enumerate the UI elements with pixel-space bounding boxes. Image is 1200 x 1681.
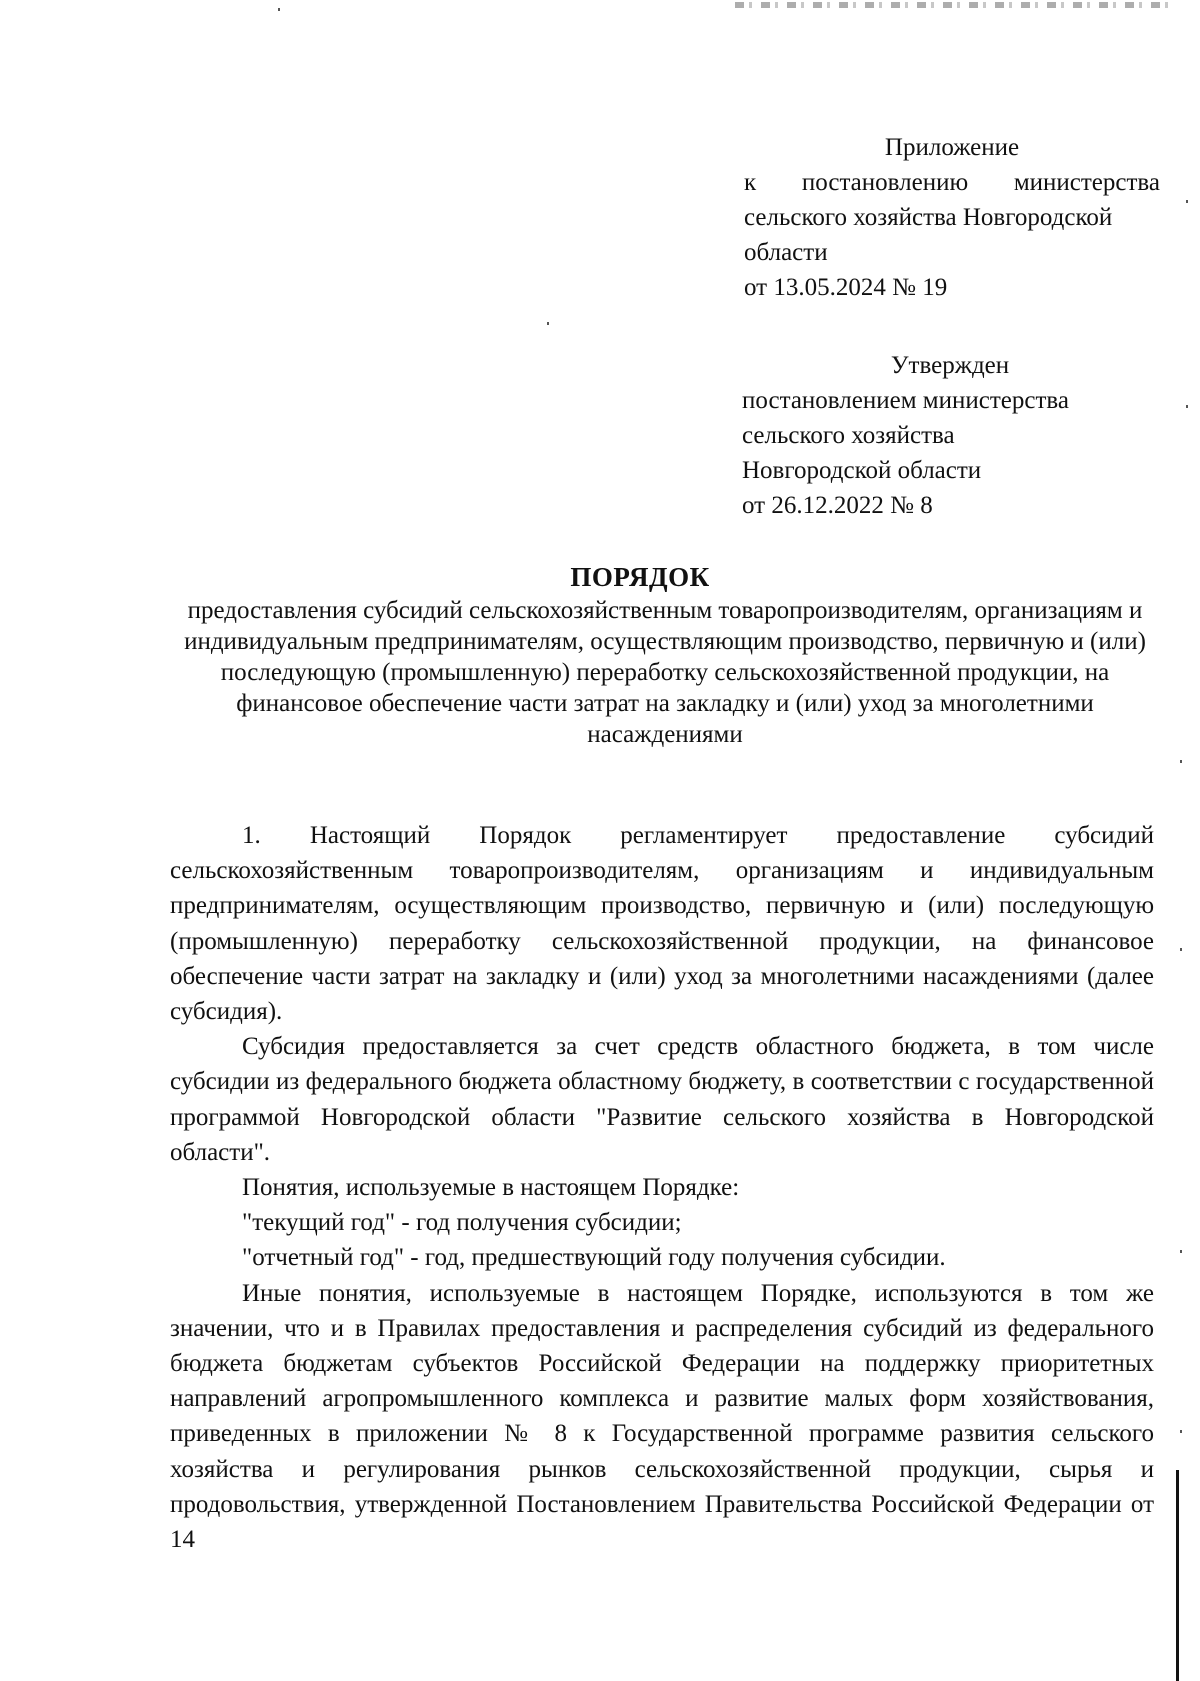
- scan-speck: [1180, 760, 1182, 763]
- scan-speck: [1186, 200, 1188, 203]
- appendix-date: от 13.05.2024 № 19: [744, 274, 948, 301]
- paragraph: Понятия, используемые в настоящем Порядке:: [242, 1174, 740, 1202]
- paragraph: 1. Настоящий Порядок регламентирует предоставление субсидий сельскохозяйственным товаропроизводителям, организациям и индивидуальным предпринимателям, осуществляющим производство, первичную и (или) последующую (промышленную) переработку сельскохозяйственной продукции, на финансовое обеспечение части затрат на закладку и (или) уход за многолетними насаждениями (далее субсидия).: [170, 822, 1154, 1026]
- approval-date: от 26.12.2022 № 8: [742, 492, 933, 519]
- paragraph: Субсидия предоставляется за счет средств областного бюджета, в том числе субсидии из федерального бюджета областному бюджету, в соответствии с государственной программой Новгородской области "Развитие сельского хозяйства в Новгородской области".: [170, 1033, 1154, 1166]
- approval-title: Утвержден: [890, 352, 1010, 379]
- scan-artifact-top: [735, 2, 1175, 8]
- appendix-title: Приложение: [884, 134, 1020, 161]
- approval-line: постановлением министерства: [742, 387, 1069, 414]
- appendix-line: к постановлению министерства: [744, 169, 1160, 196]
- approval-header: [742, 348, 1158, 523]
- appendix-header: [744, 130, 1160, 305]
- document-title: ПОРЯДОК: [570, 562, 710, 592]
- approval-line: сельского хозяйства: [742, 422, 955, 449]
- paragraph: "отчетный год" - год, предшествующий году получения субсидии.: [242, 1244, 946, 1272]
- document-body: [170, 818, 1154, 1557]
- scan-speck: [1180, 1250, 1182, 1253]
- appendix-line: области: [744, 239, 828, 266]
- approval-line: Новгородской области: [742, 457, 982, 484]
- scan-speck: [1180, 948, 1182, 951]
- paragraph: Иные понятия, используемые в настоящем Порядке, используются в том же значении, что и в Правилах предоставления и распределения субсидий из федерального бюджета бюджетам субъектов Российской Федерации на поддержку приоритетных направлений агропромышленного комплекса и развитие малых форм хозяйствования, приведенных в приложении № 8 к Государственной программе развития сельского хозяйства и регулирования рынков сельскохозяйственной продукции, сырья и продовольствия, утвержденной Постановлением Правительства Российской Федерации от 14: [170, 1279, 1154, 1554]
- scan-artifact-right-edge: [1176, 1470, 1179, 1681]
- scan-speck: [1186, 405, 1188, 408]
- paragraph: "текущий год" - год получения субсидии;: [242, 1209, 682, 1237]
- document-subtitle: предоставления субсидий сельскохозяйственным товаропроизводителям, организациям и индивидуальным предпринимателям, осуществляющим производство, первичную и (или) последующую (промышленную) переработку сельскохозяйственной продукции, на финансовое обеспечение части затрат на закладку и (или) уход за многолетними насаждениями: [184, 597, 1146, 748]
- scan-speck: [278, 8, 280, 11]
- scan-speck: [547, 322, 549, 325]
- scan-speck: [1180, 1430, 1182, 1433]
- appendix-line: сельского хозяйства Новгородской: [744, 204, 1113, 231]
